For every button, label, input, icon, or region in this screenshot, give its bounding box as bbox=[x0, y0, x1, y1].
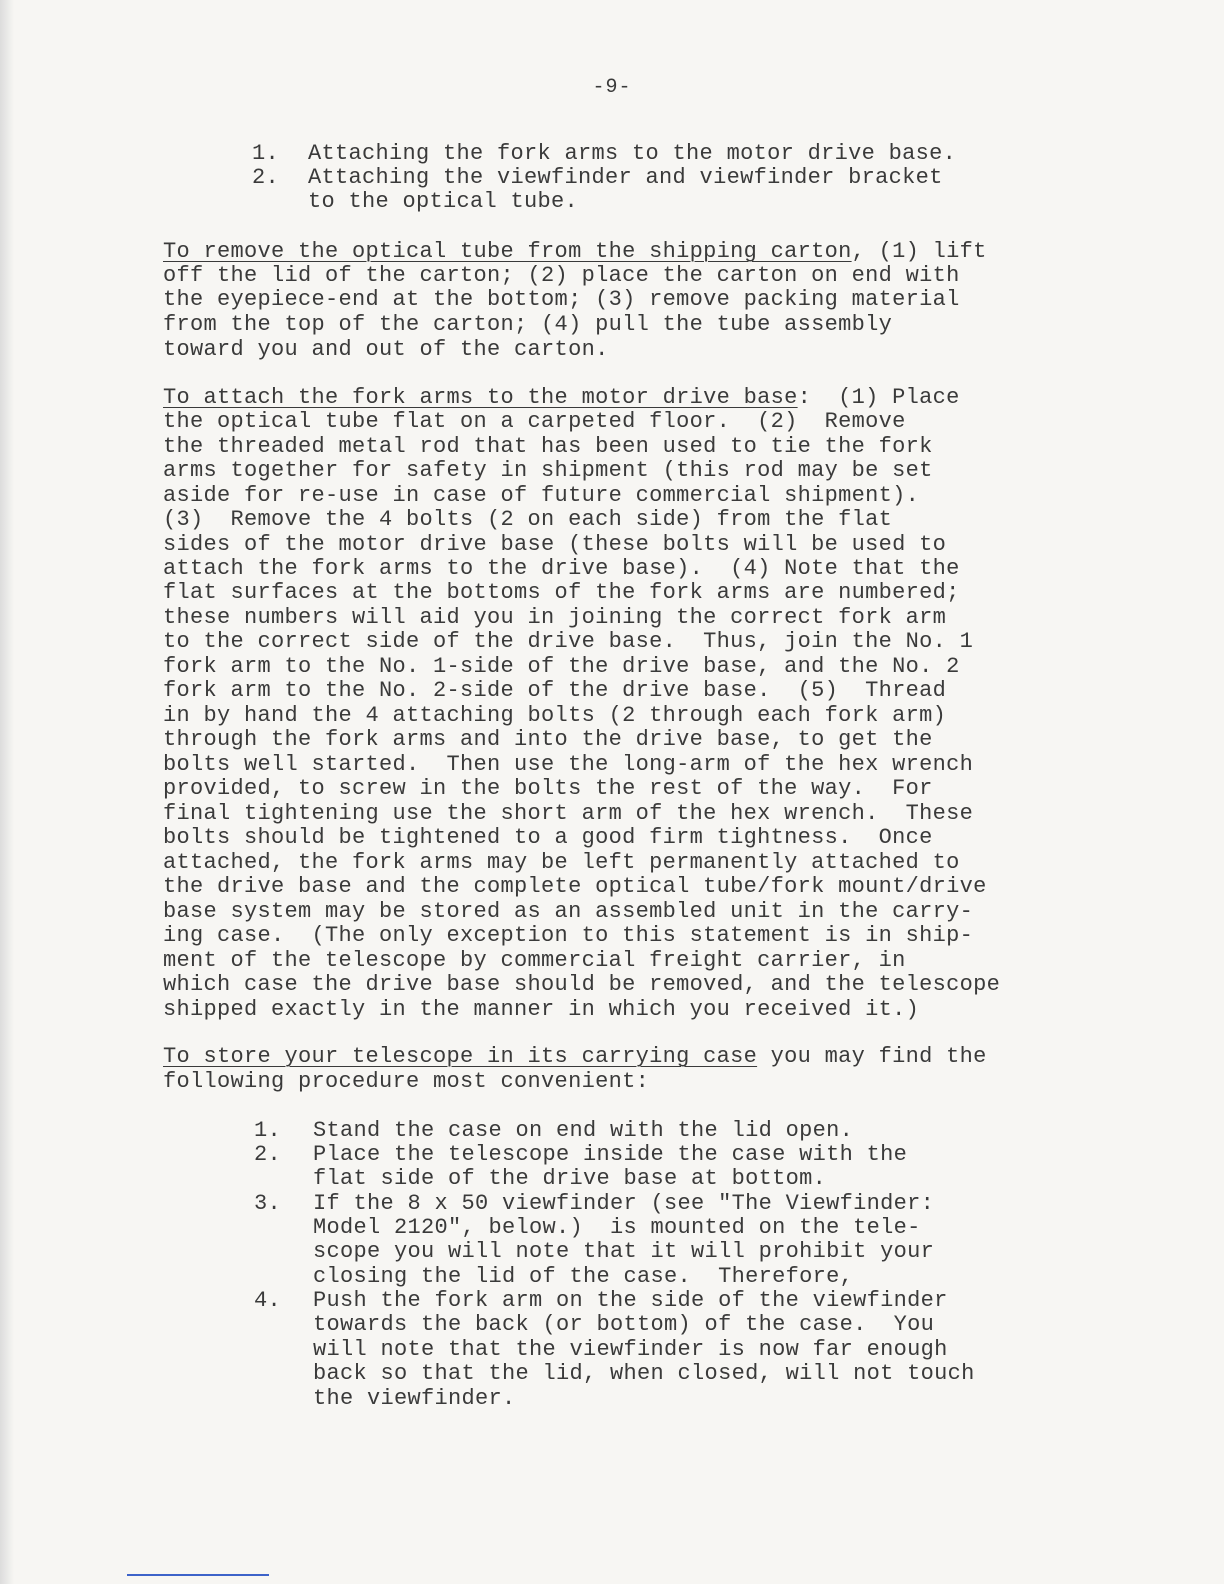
store-item-1-number: 1. bbox=[254, 1118, 282, 1143]
attach-fork-line: bolts should be tightened to a good firm tightness. Once bbox=[163, 825, 933, 850]
intro-item-2-number: 2. bbox=[252, 165, 280, 190]
attach-fork-line-1-rest: : (1) Place bbox=[797, 385, 960, 410]
attach-fork-line: fork arm to the No. 1-side of the drive base, and the No. 2 bbox=[163, 654, 960, 679]
store-item-4-line-2: towards the back (or bottom) of the case. You bbox=[313, 1312, 935, 1337]
attach-fork-first-line bbox=[163, 386, 960, 410]
store-telescope-heading: To store your telescope in its carrying case bbox=[163, 1044, 758, 1069]
attach-fork-line: shipped exactly in the manner in which you received it.) bbox=[163, 997, 920, 1022]
attach-fork-line: final tightening use the short arm of the hex wrench. These bbox=[163, 801, 974, 826]
attach-fork-line: the threaded metal rod that has been used to tie the fork bbox=[163, 434, 933, 459]
store-item-4-number: 4. bbox=[254, 1288, 282, 1313]
store-item-2-line-2: flat side of the drive base at bottom. bbox=[313, 1166, 827, 1191]
attach-fork-line: flat surfaces at the bottoms of the fork arms are numbered; bbox=[163, 580, 960, 605]
attach-fork-line: sides of the motor drive base (these bolts will be used to bbox=[163, 532, 947, 557]
attach-fork-line: aside for re-use in case of future commercial shipment). bbox=[163, 483, 920, 508]
attach-fork-line: provided, to screw in the bolts the rest of the way. For bbox=[163, 776, 933, 801]
attach-fork-line: through the fork arms and into the drive base, to get the bbox=[163, 727, 933, 752]
store-item-4-line-3: will note that the viewfinder is now far enough bbox=[313, 1337, 948, 1362]
store-telescope-first-line bbox=[163, 1045, 987, 1069]
footer-rule bbox=[127, 1574, 269, 1576]
attach-fork-line: attach the fork arms to the drive base). (4) Note that the bbox=[163, 556, 960, 581]
store-telescope-line: following procedure most convenient: bbox=[163, 1069, 650, 1094]
store-item-3-line-3: scope you will note that it will prohibit your bbox=[313, 1239, 935, 1264]
attach-fork-line: in by hand the 4 attaching bolts (2 through each fork arm) bbox=[163, 703, 947, 728]
attach-fork-line: to the correct side of the drive base. Thus, join the No. 1 bbox=[163, 629, 974, 654]
intro-item-1-line-1: Attaching the fork arms to the motor drive base. bbox=[308, 141, 957, 166]
page-number: -9- bbox=[592, 76, 632, 99]
intro-item-2-line-2: to the optical tube. bbox=[308, 189, 579, 214]
store-item-3-line-2: Model 2120", below.) is mounted on the tele- bbox=[313, 1215, 921, 1240]
attach-fork-line: arms together for safety in shipment (this rod may be set bbox=[163, 458, 933, 483]
store-telescope-line-1-rest: you may find the bbox=[757, 1044, 987, 1069]
scan-edge-shadow bbox=[0, 0, 14, 1584]
attach-fork-line: ing case. (The only exception to this statement is in ship- bbox=[163, 923, 974, 948]
attach-fork-line: the drive base and the complete optical tube/fork mount/drive bbox=[163, 874, 987, 899]
store-item-2-number: 2. bbox=[254, 1142, 282, 1167]
remove-tube-line: toward you and out of the carton. bbox=[163, 337, 609, 362]
attach-fork-line: which case the drive base should be removed, and the telescope bbox=[163, 972, 1001, 997]
attach-fork-line: base system may be stored as an assembled unit in the carry- bbox=[163, 899, 974, 924]
attach-fork-line: the optical tube flat on a carpeted floor. (2) Remove bbox=[163, 409, 906, 434]
remove-tube-heading: To remove the optical tube from the shipping carton bbox=[163, 239, 852, 264]
store-item-3-number: 3. bbox=[254, 1191, 282, 1216]
store-item-4-line-5: the viewfinder. bbox=[313, 1386, 516, 1411]
intro-item-2-line-1: Attaching the viewfinder and viewfinder bracket bbox=[308, 165, 943, 190]
remove-tube-line-1-rest: , (1) lift bbox=[851, 239, 987, 264]
remove-tube-first-line bbox=[163, 240, 987, 264]
attach-fork-line: attached, the fork arms may be left permanently attached to bbox=[163, 850, 960, 875]
remove-tube-line: the eyepiece-end at the bottom; (3) remove packing material bbox=[163, 287, 960, 312]
store-item-4-line-1: Push the fork arm on the side of the viewfinder bbox=[313, 1288, 948, 1313]
store-item-3-line-1: If the 8 x 50 viewfinder (see "The Viewfinder: bbox=[313, 1191, 935, 1216]
store-item-3-line-4: closing the lid of the case. Therefore, bbox=[313, 1264, 854, 1289]
attach-fork-line: bolts well started. Then use the long-arm of the hex wrench bbox=[163, 752, 974, 777]
remove-tube-line: off the lid of the carton; (2) place the carton on end with bbox=[163, 263, 960, 288]
intro-item-1-number: 1. bbox=[252, 141, 280, 166]
attach-fork-line: these numbers will aid you in joining the correct fork arm bbox=[163, 605, 947, 630]
attach-fork-line: ment of the telescope by commercial freight carrier, in bbox=[163, 948, 906, 973]
store-item-1-line-1: Stand the case on end with the lid open. bbox=[313, 1118, 854, 1143]
attach-fork-line: fork arm to the No. 2-side of the drive base. (5) Thread bbox=[163, 678, 947, 703]
remove-tube-line: from the top of the carton; (4) pull the tube assembly bbox=[163, 312, 893, 337]
store-item-2-line-1: Place the telescope inside the case with the bbox=[313, 1142, 908, 1167]
attach-fork-line: (3) Remove the 4 bolts (2 on each side) from the flat bbox=[163, 507, 893, 532]
attach-fork-heading: To attach the fork arms to the motor drive base bbox=[163, 385, 798, 410]
store-item-4-line-4: back so that the lid, when closed, will not touch bbox=[313, 1361, 975, 1386]
